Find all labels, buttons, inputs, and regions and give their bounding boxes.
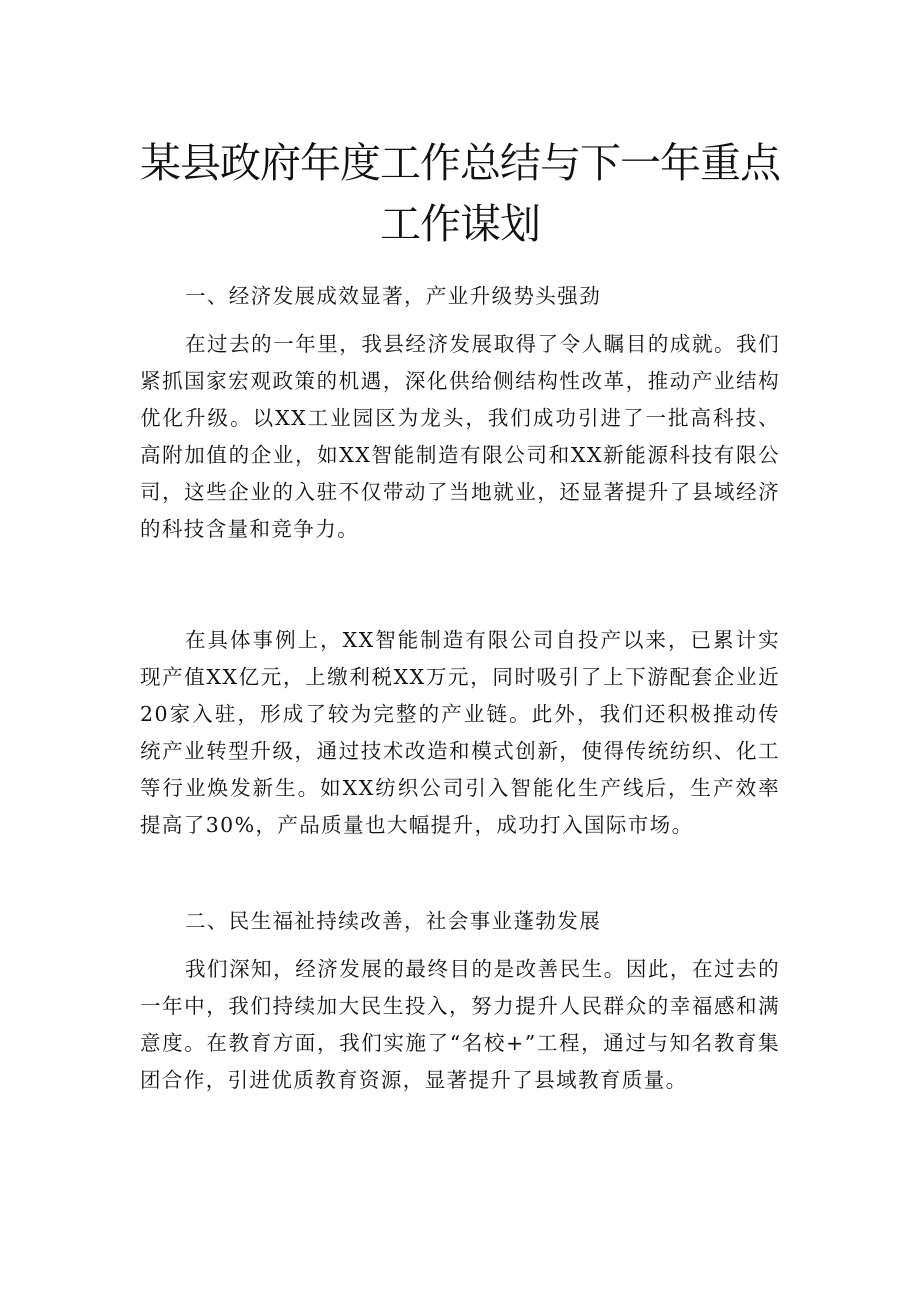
section-heading-livelihood: 二、民生福祉持续改善，社会事业蓬勃发展	[185, 909, 602, 933]
paragraph-economy-achievements: 在过去的一年里，我县经济发展取得了令人瞩目的成就。我们紧抓国家宏观政策的机遇，深化供给侧结构性改革，推动产业结构优化升级。以XX工业园区为龙头，我们成功引进了一批高科技、高附加值的企业，如XX智能制造有限公司和XX新能源科技有限公司，这些企业的入驻不仅带动了当地就业，还显著提升了县域经济的科技含量和竞争力。	[140, 332, 780, 541]
paragraph-economy-examples: 在具体事例上，XX智能制造有限公司自投产以来，已累计实现产值XX亿元，上缴利税XX万元，同时吸引了上下游配套企业近20家入驻，形成了较为完整的产业链。此外，我们还积极推动传统产业转型升级，通过技术改造和模式创新，使得传统纺织、化工等行业焕发新生。如XX纺织公司引入智能化生产线后，生产效率提高了30%，产品质量也大幅提升，成功打入国际市场。	[140, 628, 780, 837]
paragraph-livelihood-education: 我们深知，经济发展的最终目的是改善民生。因此，在过去的一年中，我们持续加大民生投入，努力提升人民群众的幸福感和满意度。在教育方面，我们实施了“名校+”工程，通过与知名教育集团合作，引进优质教育资源，显著提升了县域教育质量。	[140, 957, 780, 1092]
section-heading-economy: 一、经济发展成效显著，产业升级势头强劲	[185, 284, 602, 308]
document-title: 某县政府年度工作总结与下一年重点工作谋划	[140, 139, 780, 248]
